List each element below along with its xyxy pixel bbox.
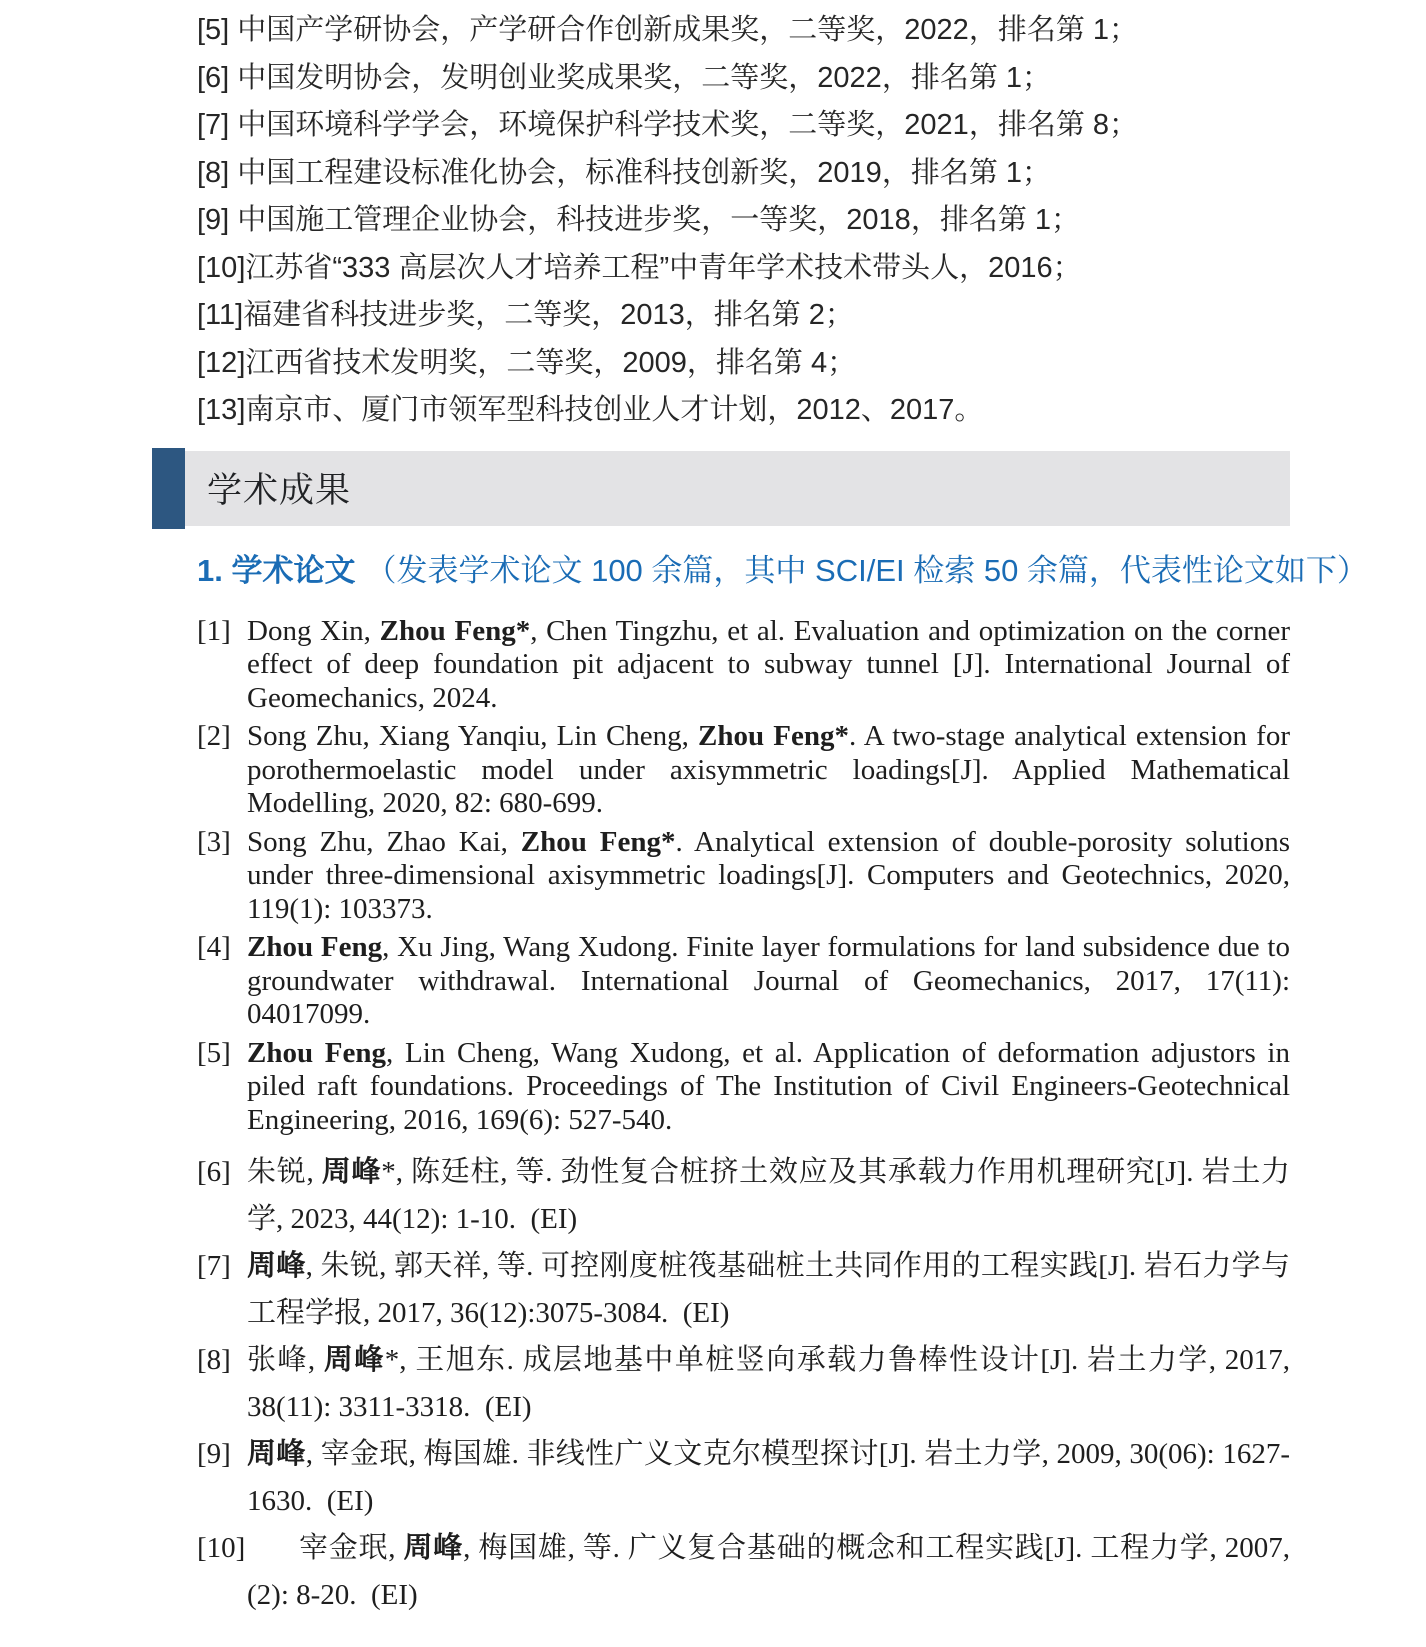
publication-segment: 张峰,	[247, 1344, 324, 1376]
publication-text	[247, 720, 1290, 821]
publication-segment: 宰金珉,	[299, 1532, 404, 1564]
publication-item	[197, 720, 1290, 821]
publication-item	[197, 1431, 1290, 1525]
publication-segment: *, 王旭东. 成层地基中单桩竖向承载力鲁棒性设计[J]. 岩土力学, 2017, 38(11): 3311-3318. (EI)	[247, 1344, 1290, 1423]
publication-number: [5]	[197, 1036, 231, 1069]
section-header-bar	[152, 451, 1290, 526]
publication-item	[197, 931, 1290, 1032]
author-highlight: Zhou Feng	[247, 931, 383, 963]
publication-text	[247, 931, 1290, 1032]
publication-item	[197, 826, 1290, 927]
publication-number: [1]	[197, 614, 231, 647]
publication-number: [10]	[197, 1532, 246, 1564]
publication-text	[247, 615, 1290, 716]
publications-list	[0, 615, 1426, 1620]
publication-segment: , Lin Cheng, Wang Xudong, et al. Application of deformation adjustors in piled raft foundations. Proceedings of The Institution of Civil Engineers-Geotechnical Engineering, 2016, 169(6): 527-540.	[247, 1036, 1290, 1136]
section-title: 学术成果	[207, 471, 352, 510]
publication-item	[197, 615, 1290, 716]
publication-segment: , Chen Tingzhu, et al. Evaluation and optimization on the corner effect of deep foundation pit adjacent to subway tunnel [J]. International Journal of Geomechanics, 2024.	[247, 614, 1290, 714]
publication-segment: , 宰金珉, 梅国雄. 非线性广义文克尔模型探讨[J]. 岩土力学, 2009, 30(06): 1627-1630. (EI)	[247, 1438, 1290, 1517]
papers-heading: 1. 学术论文	[197, 552, 356, 588]
publication-text	[247, 1037, 1290, 1138]
author-highlight: Zhou Feng	[247, 1036, 387, 1069]
publication-segment: , 梅国雄, 等. 广义复合基础的概念和工程实践[J]. 工程力学, 2007, (2): 8-20. (EI)	[247, 1532, 1290, 1611]
publication-item	[197, 1243, 1290, 1337]
award-item: [13]南京市、厦门市领军型科技创业人才计划，2012、2017。	[197, 394, 984, 426]
publication-item	[197, 1149, 1290, 1243]
papers-heading-note: （发表学术论文 100 余篇，其中 SCI/EI 检索 50 余篇，代表性论文如下）	[365, 552, 1368, 588]
award-item: [8] 中国工程建设标准化协会，标准科技创新奖，2019，排名第 1；	[197, 156, 1052, 189]
publication-segment: Dong Xin,	[247, 614, 380, 647]
section-accent-bar	[152, 448, 185, 529]
publication-segment: Song Zhu, Xiang Yanqiu, Lin Cheng,	[247, 720, 699, 752]
publication-segment: , Xu Jing, Wang Xudong. Finite layer formulations for land subsidence due to groundwater withdrawal. International Journal of Geomechanics, 2017, 17(11): 04017099.	[247, 931, 1290, 1030]
publication-number: [9]	[197, 1438, 231, 1470]
publication-item	[197, 1037, 1290, 1138]
publication-number: [7]	[197, 1250, 231, 1282]
publication-segment: . A two-stage analytical extension for porothermoelastic model under axisymmetric loadings[J]. Applied Mathematical Modelling, 2020, 82: 680-699.	[247, 720, 1290, 819]
publication-text	[247, 1243, 1290, 1337]
papers-subheading	[197, 552, 1368, 590]
publication-text	[247, 1431, 1290, 1525]
author-highlight: Zhou Feng*	[520, 825, 676, 858]
award-item: [5] 中国产学研协会，产学研合作创新成果奖，二等奖，2022，排名第 1；	[197, 14, 1139, 46]
award-item: [6] 中国发明协会，发明创业奖成果奖，二等奖，2022，排名第 1；	[197, 61, 1052, 94]
author-highlight: 周峰	[321, 1156, 382, 1188]
author-highlight: 周峰	[323, 1344, 385, 1376]
publication-number: [8]	[197, 1344, 231, 1376]
publication-item	[197, 1525, 1290, 1619]
author-highlight: 周峰	[403, 1532, 464, 1564]
award-item: [9] 中国施工管理企业协会，科技进步奖，一等奖，2018，排名第 1；	[197, 204, 1081, 236]
publication-segment: , 朱锐, 郭天祥, 等. 可控刚度桩筏基础桩土共同作用的工程实践[J]. 岩石力学与工程学报, 2017, 36(12):3075-3084. (EI)	[247, 1250, 1290, 1329]
publication-segment: Song Zhu, Zhao Kai,	[247, 825, 521, 858]
publication-number: [2]	[197, 720, 231, 752]
award-item: [12]江西省技术发明奖，二等奖，2009，排名第 4；	[197, 346, 857, 379]
author-highlight: Zhou Feng*	[379, 614, 531, 647]
publication-item	[197, 1337, 1290, 1431]
publication-number: [3]	[197, 825, 231, 858]
award-item: [7] 中国环境科学学会，环境保护科学技术奖，二等奖，2021，排名第 8；	[197, 109, 1139, 141]
publication-text	[247, 1149, 1290, 1243]
publication-number: [6]	[197, 1156, 231, 1188]
publication-text	[247, 1525, 1290, 1619]
award-item: [11]福建省科技进步奖，二等奖，2013，排名第 2；	[197, 299, 854, 331]
publication-number: [4]	[197, 931, 231, 963]
author-highlight: Zhou Feng*	[698, 720, 849, 752]
award-item: [10]江苏省“333 高层次人才培养工程”中青年学术技术带头人，2016；	[197, 251, 1082, 284]
publication-segment: *, 陈廷柱, 等. 劲性复合桩挤土效应及其承载力作用机理研究[J]. 岩土力学, 2023, 44(12): 1-10. (EI)	[247, 1156, 1290, 1235]
publication-text	[247, 1337, 1290, 1431]
author-highlight: 周峰	[247, 1250, 306, 1282]
author-highlight: 周峰	[247, 1438, 306, 1470]
publication-text	[247, 826, 1290, 927]
publication-segment: 朱锐,	[247, 1156, 322, 1188]
publication-segment: . Analytical extension of double-porosity solutions under three-dimensional axisymmetric loadings[J]. Computers and Geotechnics, 2020, 119(1): 103373.	[247, 825, 1290, 925]
awards-list	[0, 7, 1426, 435]
